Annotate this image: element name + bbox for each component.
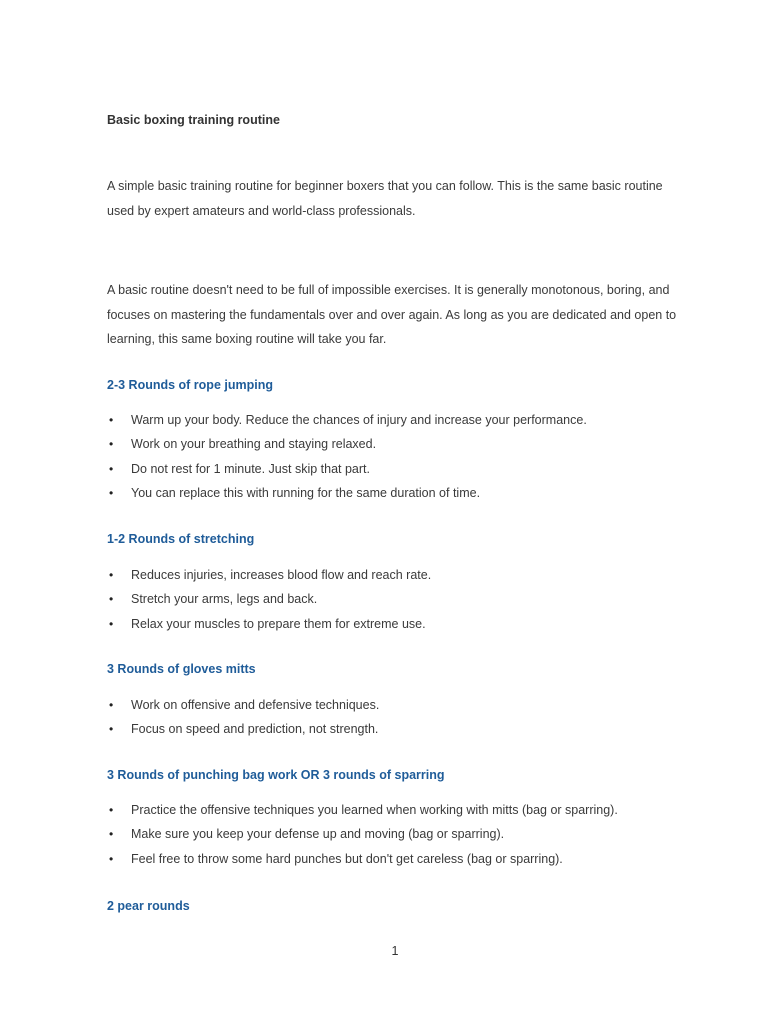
list-item-text: Do not rest for 1 minute. Just skip that part. — [131, 461, 370, 476]
section-heading-stretching: 1-2 Rounds of stretching — [107, 532, 255, 546]
list-item — [107, 457, 707, 481]
list-item — [107, 847, 707, 871]
list-item-text: You can replace this with running for the same duration of time. — [131, 485, 481, 500]
document-title: Basic boxing training routine — [107, 113, 280, 127]
bullet-list-punching-bag — [107, 798, 707, 871]
list-item — [107, 432, 707, 456]
bullet-icon: • — [109, 803, 114, 817]
list-item-text: Practice the offensive techniques you learned when working with mitts (bag or sparring). — [131, 803, 618, 817]
bullet-list-stretching — [107, 563, 707, 636]
list-item — [107, 408, 707, 432]
list-item-text: Relax your muscles to prepare them for extreme use. — [131, 616, 426, 631]
section-heading-punching-bag: 3 Rounds of punching bag work OR 3 rounds of sparring — [107, 768, 445, 782]
bullet-icon: • — [109, 568, 114, 582]
bullet-icon: • — [109, 851, 114, 866]
bullet-icon: • — [109, 827, 114, 842]
list-item-text: Work on offensive and defensive techniques. — [131, 698, 380, 712]
list-item — [107, 717, 707, 741]
bullet-icon: • — [109, 485, 114, 500]
list-item-text: Focus on speed and prediction, not strength. — [131, 722, 379, 737]
list-item-text: Work on your breathing and staying relaxed. — [131, 437, 377, 452]
bullet-icon: • — [109, 616, 114, 631]
list-item-text: Feel free to throw some hard punches but don't get careless (bag or sparring). — [131, 851, 563, 866]
list-item — [107, 612, 707, 636]
list-item — [107, 822, 707, 846]
bullet-list-gloves-mitts — [107, 693, 707, 742]
list-item — [107, 587, 707, 611]
list-item — [107, 693, 707, 717]
bullet-icon: • — [109, 698, 114, 712]
list-item-text: Warm up your body. Reduce the chances of injury and increase your performance. — [131, 413, 587, 427]
page-number: 1 — [391, 944, 399, 958]
list-item-text: Stretch your arms, legs and back. — [131, 592, 318, 607]
list-item — [107, 563, 707, 587]
bullet-icon: • — [109, 437, 114, 452]
bullet-icon: • — [109, 413, 114, 427]
intro-paragraph-2: A basic routine doesn't need to be full of impossible exercises. It is generally monotonous, boring, and focuses on mastering the fundamentals over and over again. As long as you are dedicated and open to learning, this same boxing routine will take you far. — [107, 283, 677, 346]
section-heading-rope-jumping: 2-3 Rounds of rope jumping — [107, 378, 273, 392]
bullet-icon: • — [109, 722, 114, 737]
list-item-text: Make sure you keep your defense up and moving (bag or sparring). — [131, 827, 505, 842]
list-item — [107, 798, 707, 822]
bullet-icon: • — [109, 592, 114, 607]
section-heading-pear-rounds: 2 pear rounds — [107, 899, 190, 913]
intro-paragraph-1: A simple basic training routine for beginner boxers that you can follow. This is the same basic routine used by expert amateurs and world-class professionals. — [107, 179, 663, 218]
section-heading-gloves-mitts: 3 Rounds of gloves mitts — [107, 662, 256, 676]
bullet-icon: • — [109, 461, 114, 476]
bullet-list-rope-jumping — [107, 408, 707, 505]
list-item — [107, 481, 707, 505]
list-item-text: Reduces injuries, increases blood flow and reach rate. — [131, 568, 432, 582]
